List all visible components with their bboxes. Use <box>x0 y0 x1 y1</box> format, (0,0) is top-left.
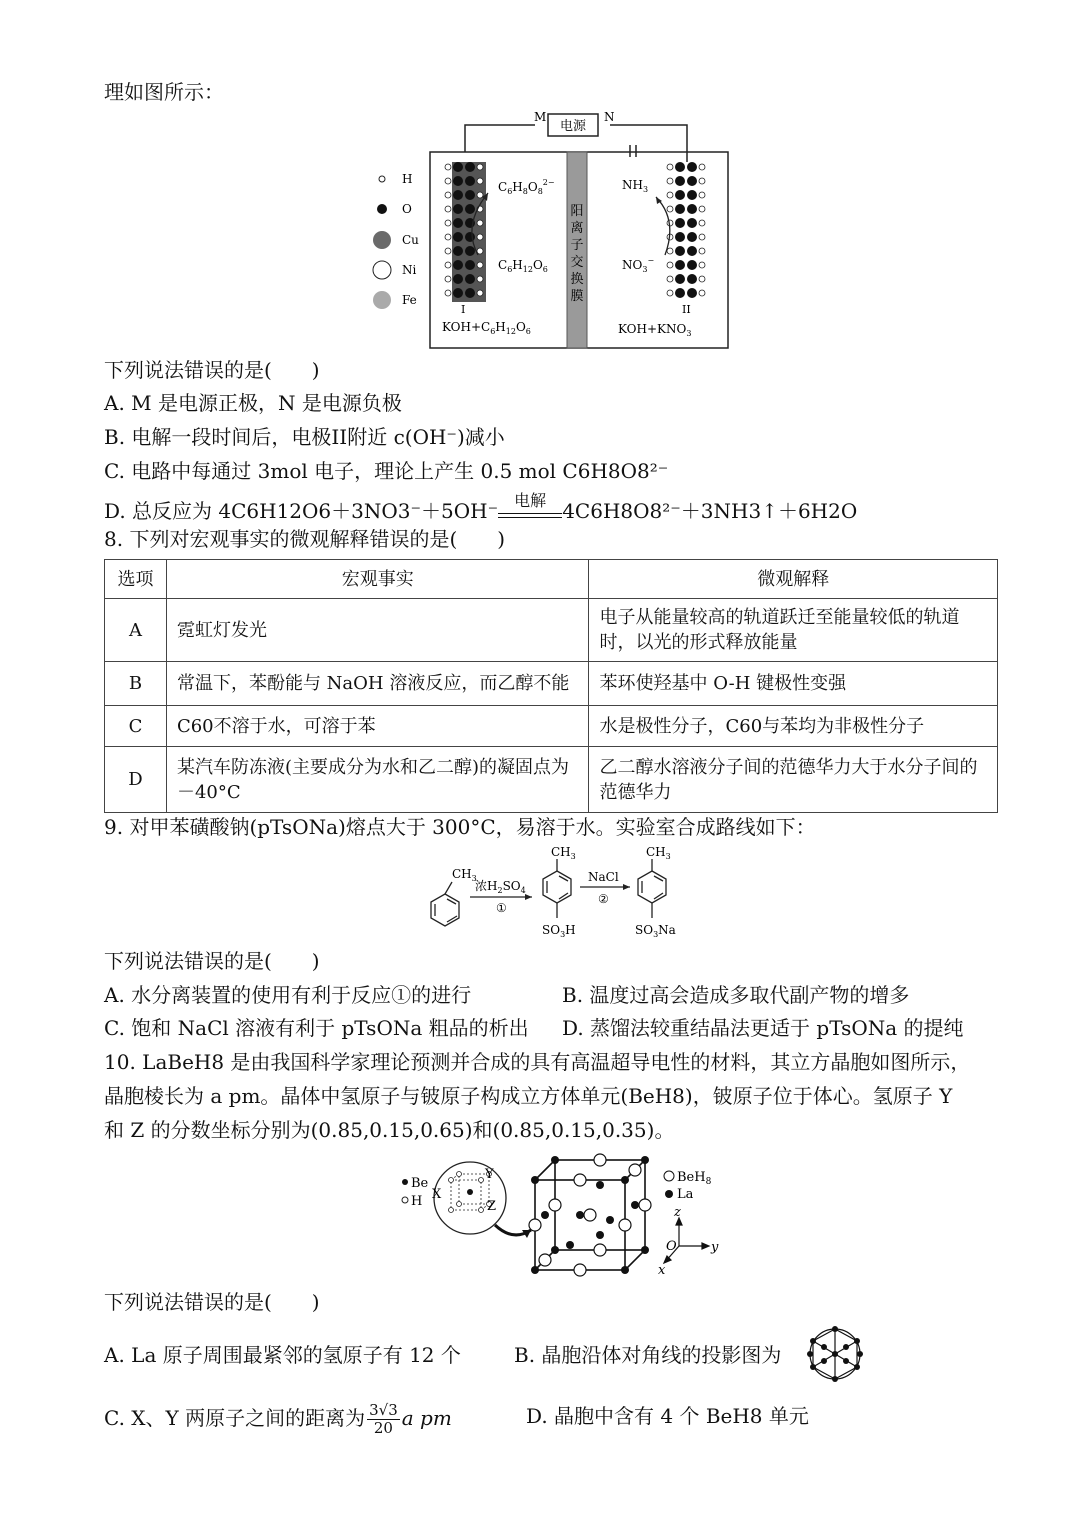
q8-stem: 8. 下列对宏观事实的微观解释错误的是( ) <box>104 527 506 551</box>
ch3-acid: $CH_3$ <box>551 845 576 861</box>
row-option: A <box>105 599 167 662</box>
axis-x: x <box>658 1263 666 1278</box>
q7-d-condition: 电解 <box>514 491 547 510</box>
q10-line-3: 和 Z 的分数坐标分别为(0.85,0.15,0.65)和(0.85,0.15,0.35)。 <box>104 1118 675 1142</box>
row-option: C <box>105 706 167 747</box>
beh8-magnified <box>434 1162 506 1234</box>
row-fact: 某汽车防冻液(主要成分为水和乙二醇)的凝固点为－40°C <box>166 747 589 813</box>
svg-text:膜: 膜 <box>570 289 584 304</box>
svg-text:子: 子 <box>570 238 584 253</box>
electrolyte-left: $KOH+C_6H_{12}O_6$ <box>442 320 531 336</box>
q7-d-arrow <box>498 491 562 518</box>
q9-option-c: C. 饱和 NaCl 溶液有利于 pTsONa 粗品的析出 <box>104 1016 529 1040</box>
q7-stem: 下列说法错误的是( ) <box>104 358 320 382</box>
atom-x: X <box>432 1187 442 1202</box>
svg-text:换: 换 <box>570 272 584 287</box>
row-explanation: 电子从能量较高的轨道跃迁至能量较低的轨道时，以光的形式释放能量 <box>589 599 998 662</box>
atom-legend <box>373 172 419 309</box>
svg-text:交: 交 <box>570 255 584 270</box>
power-label: 电源 <box>559 119 587 134</box>
electrode-i-label: I <box>461 303 466 316</box>
electrode-i <box>445 162 486 302</box>
so3na-group: $SO_3Na$ <box>635 923 676 939</box>
table-row <box>105 747 998 813</box>
terminal-n: N <box>604 110 615 124</box>
axis-y: y <box>711 1240 719 1255</box>
legend-be: Be <box>411 1176 429 1191</box>
row-fact: 霓虹灯发光 <box>166 599 589 662</box>
svg-text:阳: 阳 <box>570 204 584 219</box>
q9-stem: 9. 对甲苯磺酸钠(pTsONa)熔点大于 300°C，易溶于水。实验室合成路线如下： <box>104 815 816 839</box>
q10-option-b: B. 晶胞沿体对角线的投影图为 <box>514 1343 782 1367</box>
q10-c-fraction <box>367 1402 400 1437</box>
step-1: ① <box>496 901 507 915</box>
synthesis-scheme <box>420 842 690 942</box>
svg-text:离: 离 <box>570 221 584 236</box>
svg-text:Ni: Ni <box>402 263 417 277</box>
atom-y: Y <box>485 1167 494 1182</box>
so3h-group: $SO_3H$ <box>542 923 576 939</box>
ch3-toluene: $CH_3$ <box>452 867 477 883</box>
q7-option-c: C. 电路中每通过 3mol 电子，理论上产生 0.5 mol C6H8O8²⁻ <box>104 459 669 483</box>
step-2: ② <box>598 892 609 906</box>
q10-option-d: D. 晶胞中含有 4 个 BeH8 单元 <box>526 1404 809 1428</box>
atom-z: Z <box>487 1199 497 1214</box>
table-header-row <box>105 560 998 599</box>
table-row <box>105 662 998 706</box>
terminal-m: M <box>534 110 547 124</box>
q7-option-a: A. M 是电源正极，N 是电源负极 <box>104 391 402 415</box>
electrolysis-diagram <box>360 105 760 353</box>
electrode-ii <box>667 162 705 298</box>
axis-o: O <box>666 1239 677 1254</box>
reagent-h2so4: 浓$H_2SO_4$ <box>475 879 526 895</box>
q7-option-d <box>104 491 858 525</box>
reactant-right: $NO_3^-$ <box>622 256 655 274</box>
q7-option-b: B. 电解一段时间后，电极II附近 c(OH⁻)减小 <box>104 425 505 449</box>
intro-text: 理如图所示： <box>104 80 224 104</box>
product-right: $NH_3$ <box>622 178 649 194</box>
projection-figure <box>803 1322 867 1386</box>
q9-option-a: A. 水分离装置的使用有利于反应①的进行 <box>104 983 472 1007</box>
crystal-cell-diagram <box>395 1150 735 1285</box>
svg-text:Cu: Cu <box>402 233 419 247</box>
q9-option-b: B. 温度过高会造成多取代副产物的增多 <box>562 983 910 1007</box>
table-header: 宏观事实 <box>166 560 589 599</box>
q10-c-frac-num: 3√3 <box>369 1401 398 1419</box>
row-explanation: 苯环使羟基中 O-H 键极性变强 <box>589 662 998 706</box>
legend-beh8: BeH$_8$ <box>677 1170 712 1187</box>
reagent-nacl: NaCl <box>588 870 619 884</box>
svg-text:O: O <box>402 202 412 216</box>
product-left: $C_6H_8O_8^{2-}$ <box>498 178 555 196</box>
q8-table <box>104 559 998 813</box>
q9-ask: 下列说法错误的是( ) <box>104 949 320 973</box>
q10-ask: 下列说法错误的是( ) <box>104 1290 320 1314</box>
electrode-ii-label: II <box>682 303 691 316</box>
q7-d-suffix: 4C6H8O8²⁻＋3NH3↑＋6H2O <box>562 499 858 523</box>
legend-h: H <box>411 1194 423 1209</box>
svg-text:H: H <box>402 172 413 186</box>
electrolyte-right: $KOH+KNO_3$ <box>618 322 692 338</box>
reactant-left: $C_6H_{12}O_6$ <box>498 258 548 274</box>
table-header: 微观解释 <box>589 560 998 599</box>
row-explanation: 水是极性分子，C60与苯均为非极性分子 <box>589 706 998 747</box>
table-header: 选项 <box>105 560 167 599</box>
axis-z: z <box>674 1205 681 1220</box>
q10-c-suffix: a pm <box>401 1406 452 1430</box>
q10-option-a: A. La 原子周围最紧邻的氢原子有 12 个 <box>104 1343 461 1367</box>
row-fact: 常温下，苯酚能与 NaOH 溶液反应，而乙醇不能 <box>166 662 589 706</box>
q10-c-frac-den: 20 <box>373 1419 393 1437</box>
q9-option-d: D. 蒸馏法较重结晶法更适于 pTsONa 的提纯 <box>562 1016 964 1040</box>
row-option: D <box>105 747 167 813</box>
row-fact: C60不溶于水，可溶于苯 <box>166 706 589 747</box>
q7-d-prefix: D. 总反应为 4C6H12O6＋3NO3⁻＋5OH⁻ <box>104 499 499 523</box>
q10-line-1: 10. LaBeH8 是由我国科学家理论预测并合成的具有高温超导电性的材料，其立方晶胞如图所示， <box>104 1050 971 1074</box>
svg-text:Fe: Fe <box>402 293 417 307</box>
table-row <box>105 706 998 747</box>
table-row <box>105 599 998 662</box>
row-explanation: 乙二醇水溶液分子间的范德华力大于水分子间的范德华力 <box>589 747 998 813</box>
legend-la: La <box>677 1187 694 1202</box>
q10-c-prefix: C. X、Y 两原子之间的距离为 <box>104 1406 366 1430</box>
row-option: B <box>105 662 167 706</box>
q10-line-2: 晶胞棱长为 a pm。晶体中氢原子与铍原子构成立方体单元(BeH8)，铍原子位于体心。氢原子 Y <box>104 1084 953 1108</box>
q10-option-c <box>104 1402 452 1437</box>
ch3-salt: $CH_3$ <box>646 845 671 861</box>
